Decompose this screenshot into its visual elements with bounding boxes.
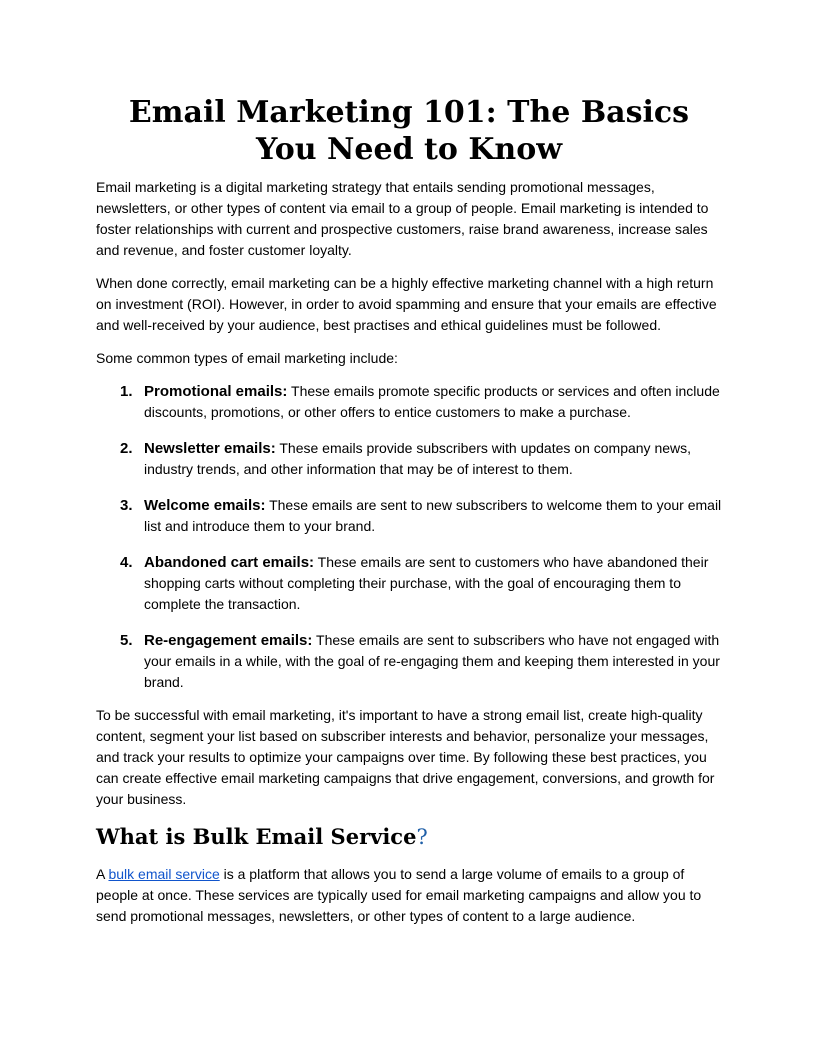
list-intro: Some common types of email marketing include: [96,350,398,366]
list-item [96,381,722,423]
document-page [96,94,722,939]
list-number: 4. [120,554,133,571]
list-description: These emails are sent to customers who have abandoned their shopping carts without completing their purchase, with the goal of encouraging them to complete the transaction. [144,554,709,612]
list-number: 2. [120,440,133,457]
list-term: Newsletter emails: [144,440,276,457]
list-term: Promotional emails: [144,383,288,400]
list-item [96,630,722,693]
list-number: 3. [120,497,133,514]
email-types-list [96,381,722,693]
bulk-email-lead: A [96,866,109,882]
conclusion-paragraph: To be successful with email marketing, it's important to have a strong email list, create high-quality content, segment your list based on subscriber interests and behavior, personalize your messages, and track your results to optimize your campaigns over time. By following these best practices, you can create effective email marketing campaigns that drive engagement, conversions, and growth for your business. [96,707,715,807]
list-item [96,438,722,480]
bulk-email-rest: is a platform that allows you to send a large volume of emails to a group of people at once. These services are typically used for email marketing campaigns and allow you to send promotional messages, newsletters, or other types of content to a large audience. [96,866,702,924]
list-term: Abandoned cart emails: [144,554,315,571]
roi-paragraph: When done correctly, email marketing can be a highly effective marketing channel with a high return on investment (ROI). However, in order to avoid spamming and ensure that your emails are effective and well-received by your audience, best practises and ethical guidelines must be followed. [96,275,717,333]
intro-paragraph: Email marketing is a digital marketing strategy that entails sending promotional messages, newsletters, or other types of content via email to a group of people. Email marketing is intended to foster relationships with current and prospective customers, raise brand awareness, increase sales and revenue, and foster customer loyalty. [96,179,709,258]
section-heading [96,822,722,852]
list-term: Re-engagement emails: [144,632,313,649]
list-item [96,495,722,537]
section-heading-text: What is Bulk Email Service [96,824,417,849]
list-number: 1. [120,383,133,400]
list-number: 5. [120,632,133,649]
list-term: Welcome emails: [144,497,266,514]
section-heading-question-mark: ? [416,825,428,849]
list-description: These emails are sent to new subscribers to welcome them to your email list and introduce them to your brand. [144,497,722,534]
list-item [96,552,722,615]
list-description: These emails provide subscribers with updates on company news, industry trends, and other information that may be of interest to them. [144,440,692,477]
list-description: These emails promote specific products or services and often include discounts, promotions, or other offers to entice customers to make a purchase. [144,383,720,420]
bulk-email-service-link[interactable]: bulk email service [108,866,220,882]
page-title: Email Marketing 101: The Basics You Need to Know [128,95,690,167]
bulk-email-paragraph [96,864,722,927]
list-description: These emails are sent to subscribers who have not engaged with your emails in a while, with the goal of re-engaging them and keeping them interested in your brand. [144,632,720,690]
